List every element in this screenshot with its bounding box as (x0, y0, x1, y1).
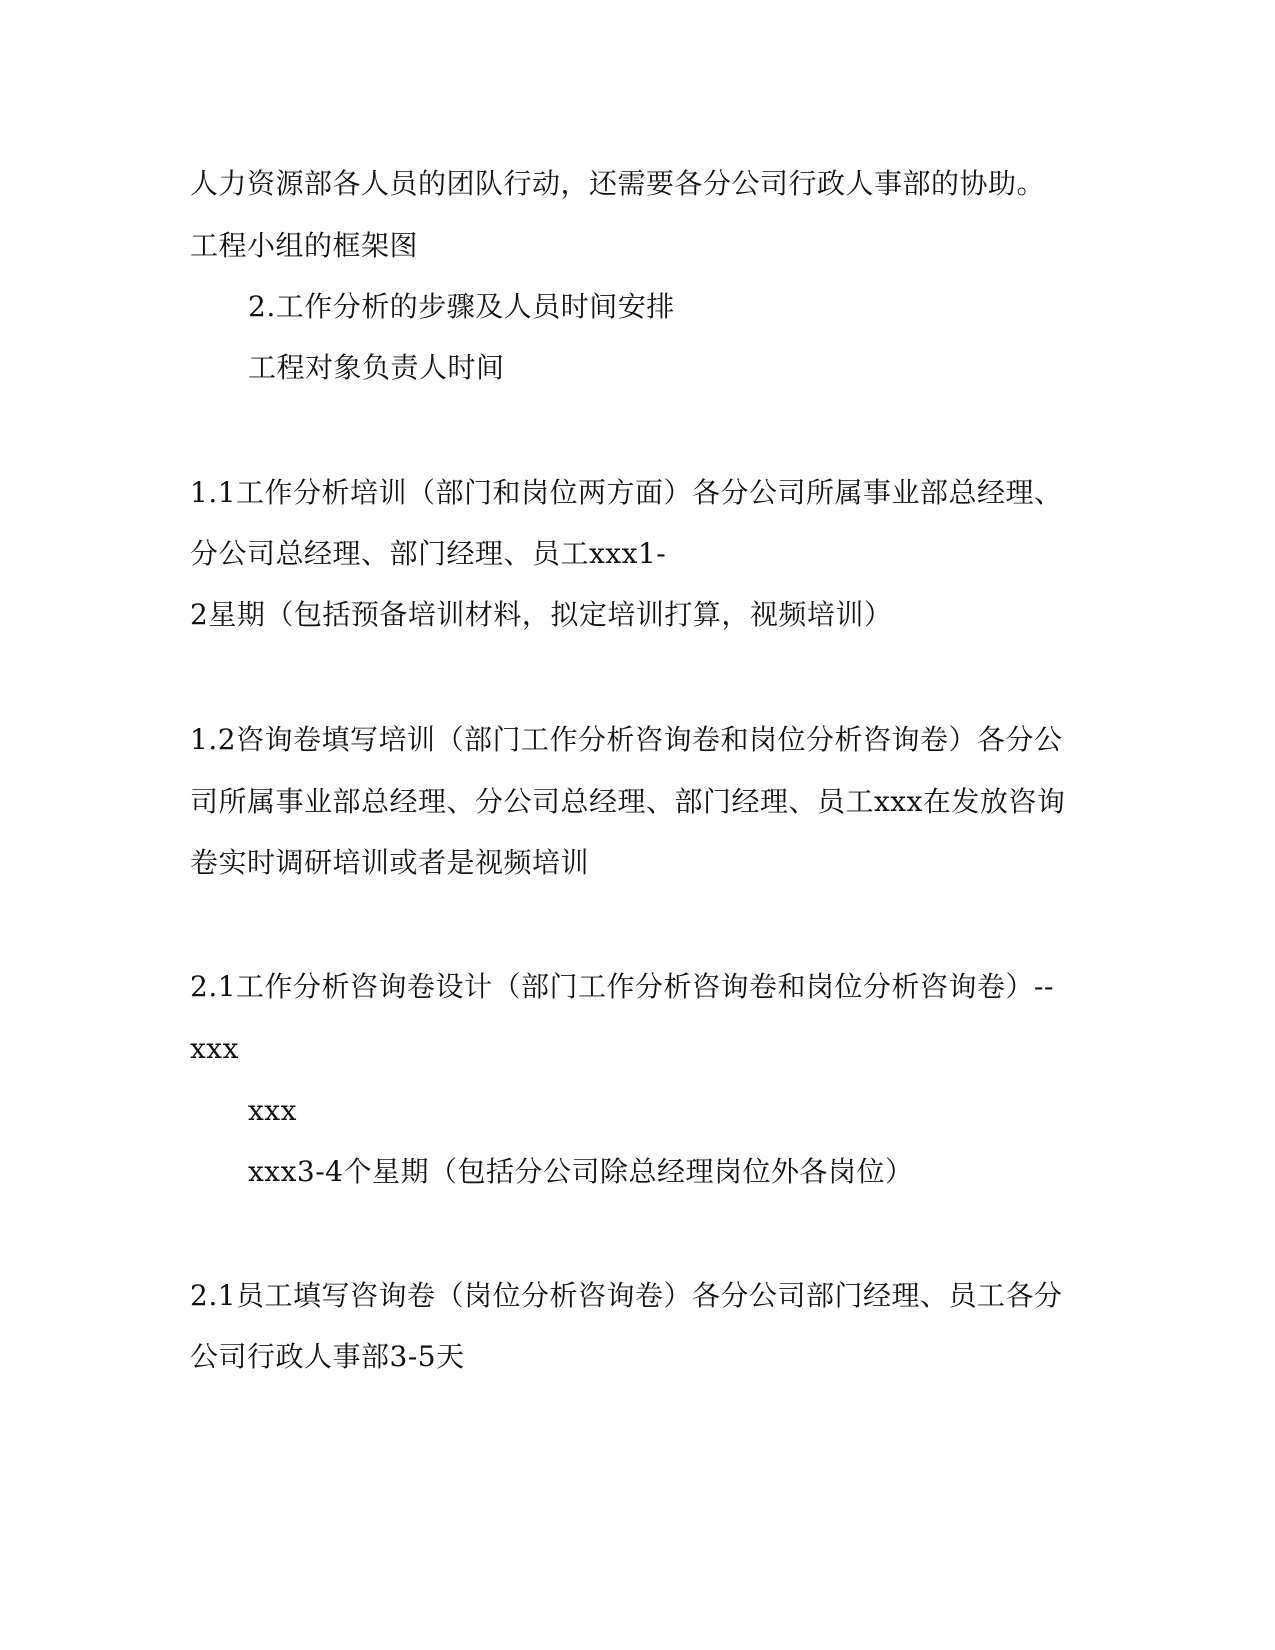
table-header-line: 工程对象负责人时间 (248, 351, 505, 384)
text-line: xxx (248, 1094, 297, 1127)
text-line: 2.1员工填写咨询卷（岗位分析咨询卷）各分公司部门经理、员工各分 (190, 1279, 1063, 1312)
text-line: 2.1工作分析咨询卷设计（部门工作分析咨询卷和岗位分析咨询卷）-- (190, 970, 1054, 1003)
text-line: 司所属事业部总经理、分公司总经理、部门经理、员工xxx在发放咨询 (190, 785, 1066, 818)
text-line: 2星期（包括预备培训材料，拟定培训打算，视频培训） (190, 598, 893, 631)
text-line: 1.2咨询卷填写培训（部门工作分析咨询卷和岗位分析咨询卷）各分公 (190, 723, 1063, 756)
text-line: 工程小组的框架图 (190, 229, 419, 262)
section-heading: 2.工作分析的步骤及人员时间安排 (248, 290, 675, 323)
text-line: 分公司总经理、部门经理、员工xxx1- (190, 537, 667, 570)
text-line: 卷实时调研培训或者是视频培训 (190, 846, 590, 879)
text-line: 1.1工作分析培训（部门和岗位两方面）各分公司所属事业部总经理、 (190, 476, 1063, 509)
text-line: xxx (190, 1032, 239, 1065)
text-line: xxx3-4个星期（包括分公司除总经理岗位外各岗位） (248, 1155, 914, 1188)
text-line: 人力资源部各人员的团队行动，还需要各分公司行政人事部的协助。 (190, 167, 1046, 200)
text-line: 公司行政人事部3-5天 (190, 1340, 465, 1373)
